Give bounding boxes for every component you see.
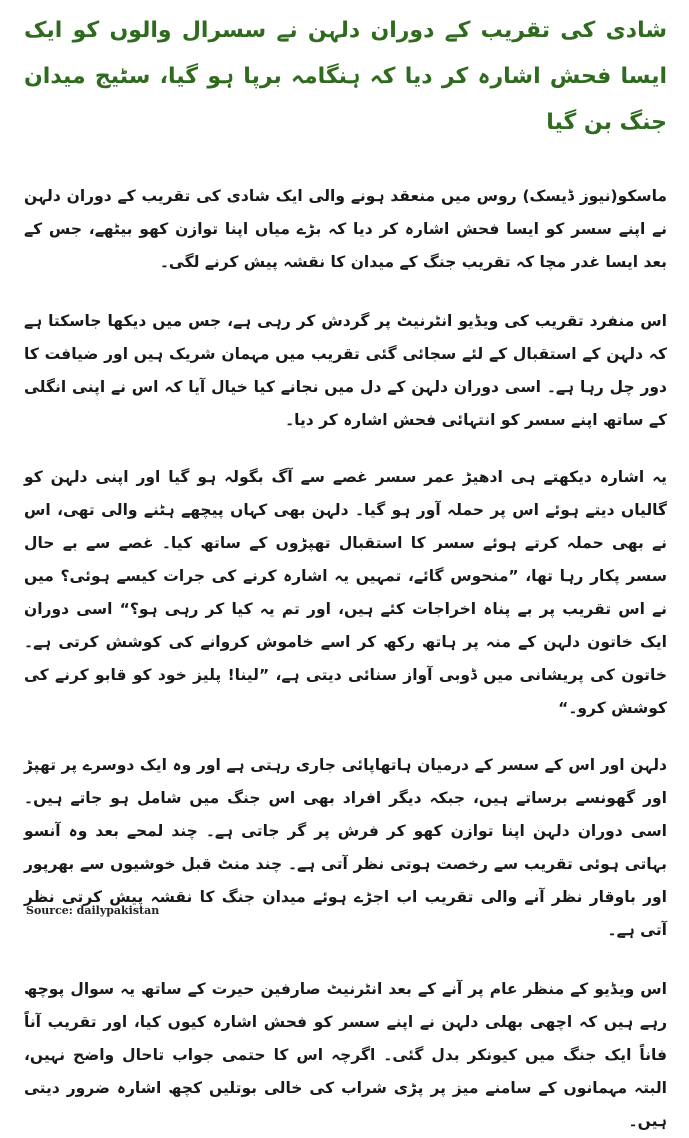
source-credit: Source: dailypakistan <box>26 904 160 917</box>
article-paragraph-4: دلہن اور اس کے سسر کے درمیان ہاتھاپائی جاری رہتی ہے اور وہ ایک دوسرے پر تھپڑ اور گھونسے برساتے ہیں، جبکہ دیگر افراد بھی اس جنگ میں شامل ہو جاتے ہیں۔ اسی دوران دلہن اپنا توازن کھو کر فرش پر گر جاتی ہے۔ چند لمحے بعد وہ آنسو بہاتی ہوئی تقریب سے رخصت ہوتی نظر آتی ہے۔ چند منٹ قبل خوشیوں سے بھرپور اور باوقار نظر آنے والی تقریب اب اجڑے ہوئے میدان جنگ کا نقشہ پیش کرتی نظر آتی ہے۔ <box>24 756 667 939</box>
article-paragraph-3: یہ اشارہ دیکھتے ہی ادھیڑ عمر سسر غصے سے آگ بگولہ ہو گیا اور اپنی دلہن کو گالیاں دیتے ہوئے اس پر حملہ آور ہو گیا۔ دلہن بھی کہاں پیچھے ہٹنے والی تھی، اس نے بھی حملہ کرتے ہوئے سسر کا استقبال تھپڑوں کے ساتھ کیا۔ غصے سے بے حال سسر پکار رہا تھا، ”منحوس گائے، تمہیں یہ اشارہ کرنے کی جرات کیسے ہوئی؟ میں نے اس تقریب پر بے پناہ اخراجات کئے ہیں، اور تم یہ کیا کر رہی ہو؟“ اسی دوران ایک خاتون دلہن کے منہ پر ہاتھ رکھ کر اسے خاموش کروانے کی کوشش کرتی ہے۔ خاتون کی پریشانی میں ڈوبی آواز سنائی دیتی ہے، ”لینا! پلیز خود کو قابو کرنے کی کوشش کرو۔“ <box>24 468 667 717</box>
article-paragraph-1: ماسکو(نیوز ڈیسک) روس میں منعقد ہونے والی ایک شادی کی تقریب کے دوران دلہن نے اپنے سسر کو ایسا فحش اشارہ کر دیا کہ بڑے میاں اپنا توازن کھو بیٹھے، جس کے بعد ایسا غدر مچا کہ تقریب جنگ کے میدان کا نقشہ پیش کرنے لگی۔ <box>24 187 667 271</box>
article-paragraph-5: اس ویڈیو کے منظر عام پر آنے کے بعد انٹرنیٹ صارفین حیرت کے ساتھ یہ سوال پوچھ رہے ہیں کہ اچھی بھلی دلہن نے اپنے سسر کو فحش اشارہ کیوں کیا، اور تقریب آناً فاناً ایک جنگ میں کیونکر بدل گئی۔ اگرچہ اس کا حتمی جواب تاحال واضح نہیں، البتہ مہمانوں کے سامنے میز پر پڑی شراب کی خالی بوتلیں کچھ اشارہ ضرور دیتی ہیں۔ <box>24 980 667 1130</box>
article-paragraph-2: اس منفرد تقریب کی ویڈیو انٹرنیٹ پر گردش کر رہی ہے، جس میں دیکھا جاسکتا ہے کہ دلہن کے استقبال کے لئے سجائی گئی تقریب میں مہمان شریک ہیں اور ضیافت کا دور چل رہا ہے۔ اسی دوران دلہن کے دل میں نجانے کیا خیال آیا کہ اس نے اپنی انگلی کے ساتھ اپنے سسر کو انتہائی فحش اشارہ کر دیا۔ <box>24 312 667 429</box>
article-headline: شادی کی تقریب کے دوران دلہن نے سسرال والوں کو ایک ایسا فحش اشارہ کر دیا کہ ہنگامہ برپا ہو گیا، سٹیج میدان جنگ بن گیا <box>24 18 667 135</box>
